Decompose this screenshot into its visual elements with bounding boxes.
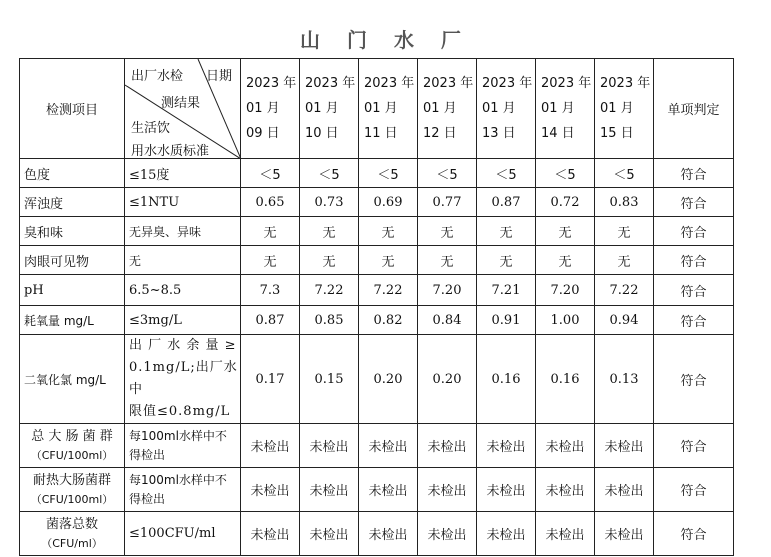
value-cell: 0.17 (241, 335, 300, 424)
judgement-cell: 符合 (654, 424, 734, 468)
judgement-cell: 符合 (654, 275, 734, 306)
standard: 无 (125, 246, 241, 275)
value-cell: 未检出 (418, 512, 477, 556)
standard-line: 得检出 (129, 491, 166, 506)
date-header (536, 59, 595, 159)
item-name (20, 468, 125, 512)
date-header (418, 59, 477, 159)
item-line: （CFU/ml） (41, 536, 103, 550)
value-cell: 无 (477, 217, 536, 246)
diag-label-bottom-2: 用水水质标准 (131, 144, 210, 159)
standard: ≤100CFU/ml (125, 512, 241, 556)
date-month: 01 月 (482, 101, 516, 116)
header-diagonal-cell (125, 59, 241, 159)
value-cell: ＜5 (359, 159, 418, 188)
standard (125, 424, 241, 468)
value-cell: 0.77 (418, 188, 477, 217)
item-line: （CFU/100ml） (30, 492, 114, 506)
item-name: 二氧化氯 mg/L (20, 335, 125, 424)
value-cell: 0.84 (418, 306, 477, 335)
item-line: 耐热大肠菌群 (32, 472, 111, 488)
value-cell: 7.21 (477, 275, 536, 306)
standard: ≤3mg/L (125, 306, 241, 335)
value-cell: 0.87 (241, 306, 300, 335)
diag-label-top-left: 出厂水检 (131, 69, 184, 84)
table-row (20, 217, 734, 246)
value-cell: 未检出 (536, 468, 595, 512)
value-cell: 无 (418, 217, 477, 246)
value-cell: 未检出 (477, 424, 536, 468)
value-cell: 0.65 (241, 188, 300, 217)
header-row (20, 59, 734, 159)
header-judgement: 单项判定 (654, 59, 734, 159)
value-cell: 未检出 (418, 424, 477, 468)
date-month: 01 月 (364, 101, 398, 116)
standard-line: 0.1mg/L;出厂水中 (129, 360, 238, 397)
date-year: 2023 年 (541, 76, 592, 91)
diag-label-date: 日期 (205, 69, 232, 84)
date-header (241, 59, 300, 159)
value-cell: 7.20 (418, 275, 477, 306)
value-cell: ＜5 (595, 159, 654, 188)
standard-line: 得检出 (129, 447, 166, 462)
date-month: 01 月 (423, 101, 457, 116)
table-row (20, 275, 734, 306)
value-cell: 未检出 (300, 424, 359, 468)
standard-line: 每100ml水样中不 (129, 428, 227, 443)
date-year: 2023 年 (305, 76, 356, 91)
value-cell: 无 (300, 217, 359, 246)
value-cell: 未检出 (536, 512, 595, 556)
value-cell: 0.20 (418, 335, 477, 424)
value-cell: 未检出 (300, 468, 359, 512)
value-cell: 无 (477, 246, 536, 275)
judgement-cell: 符合 (654, 217, 734, 246)
date-header (595, 59, 654, 159)
value-cell: 无 (418, 246, 477, 275)
standard-line: 每100ml水样中不 (129, 472, 227, 487)
standard (125, 468, 241, 512)
item-name: 肉眼可见物 (20, 246, 125, 275)
judgement-cell: 符合 (654, 188, 734, 217)
date-year: 2023 年 (423, 76, 474, 91)
standard: ≤1NTU (125, 188, 241, 217)
value-cell: 无 (300, 246, 359, 275)
value-cell: 无 (241, 217, 300, 246)
diag-label-mid: 测结果 (161, 96, 201, 111)
date-day: 10 日 (305, 126, 339, 141)
date-year: 2023 年 (482, 76, 533, 91)
value-cell: 未检出 (536, 424, 595, 468)
item-name (20, 512, 125, 556)
value-cell: 无 (595, 246, 654, 275)
item-name: 浑浊度 (20, 188, 125, 217)
judgement-cell: 符合 (654, 468, 734, 512)
value-cell: 无 (241, 246, 300, 275)
water-quality-table (19, 58, 734, 556)
judgement-cell: 符合 (654, 335, 734, 424)
standard: ≤15度 (125, 159, 241, 188)
value-cell: 1.00 (536, 306, 595, 335)
judgement-cell: 符合 (654, 512, 734, 556)
date-month: 01 月 (246, 101, 280, 116)
date-day: 12 日 (423, 126, 457, 141)
table-row (20, 188, 734, 217)
table-row (20, 246, 734, 275)
value-cell: 无 (536, 246, 595, 275)
item-name: pH (20, 275, 125, 306)
value-cell: 未检出 (359, 468, 418, 512)
value-cell: 7.22 (595, 275, 654, 306)
value-cell: 0.87 (477, 188, 536, 217)
value-cell: 未检出 (300, 512, 359, 556)
item-name (20, 424, 125, 468)
value-cell: 无 (359, 246, 418, 275)
judgement-cell: 符合 (654, 246, 734, 275)
value-cell: 0.82 (359, 306, 418, 335)
date-day: 14 日 (541, 126, 575, 141)
page-title: 山 门 水 厂 (300, 28, 471, 52)
item-name: 臭和味 (20, 217, 125, 246)
value-cell: 0.16 (477, 335, 536, 424)
table-row (20, 159, 734, 188)
judgement-cell: 符合 (654, 306, 734, 335)
value-cell: 无 (595, 217, 654, 246)
value-cell: 0.20 (359, 335, 418, 424)
value-cell: 未检出 (241, 424, 300, 468)
date-year: 2023 年 (600, 76, 651, 91)
value-cell: 7.20 (536, 275, 595, 306)
date-month: 01 月 (600, 101, 634, 116)
value-cell: 0.69 (359, 188, 418, 217)
value-cell: 0.91 (477, 306, 536, 335)
item-line: （CFU/100ml） (30, 448, 114, 462)
value-cell: 无 (536, 217, 595, 246)
value-cell: 0.94 (595, 306, 654, 335)
table-row (20, 468, 734, 512)
date-header (359, 59, 418, 159)
standard-line: 出 厂 水 余 量 ≥ (129, 338, 237, 353)
value-cell: 未检出 (359, 512, 418, 556)
standard (125, 335, 241, 424)
date-header (300, 59, 359, 159)
value-cell: 未检出 (595, 468, 654, 512)
item-name: 色度 (20, 159, 125, 188)
table-row (20, 335, 734, 424)
value-cell: 0.85 (300, 306, 359, 335)
value-cell: 7.22 (359, 275, 418, 306)
value-cell: ＜5 (300, 159, 359, 188)
table-row (20, 512, 734, 556)
value-cell: ＜5 (241, 159, 300, 188)
value-cell: 未检出 (359, 424, 418, 468)
date-header (477, 59, 536, 159)
value-cell: 未检出 (477, 468, 536, 512)
value-cell: 0.13 (595, 335, 654, 424)
table-row (20, 306, 734, 335)
value-cell: 0.16 (536, 335, 595, 424)
diag-label-bottom-1: 生活饮 (131, 121, 171, 136)
value-cell: 未检出 (595, 512, 654, 556)
table-row (20, 424, 734, 468)
value-cell: 未检出 (241, 512, 300, 556)
value-cell: 0.73 (300, 188, 359, 217)
value-cell: 0.83 (595, 188, 654, 217)
date-day: 13 日 (482, 126, 516, 141)
standard: 无异臭、异味 (125, 217, 241, 246)
value-cell: 未检出 (595, 424, 654, 468)
date-month: 01 月 (305, 101, 339, 116)
value-cell: 0.72 (536, 188, 595, 217)
date-day: 11 日 (364, 126, 398, 141)
item-name: 耗氧量 mg/L (20, 306, 125, 335)
value-cell: 7.3 (241, 275, 300, 306)
date-year: 2023 年 (364, 76, 415, 91)
standard: 6.5~8.5 (125, 275, 241, 306)
value-cell: ＜5 (477, 159, 536, 188)
value-cell: 7.22 (300, 275, 359, 306)
item-line: 菌落总数 (45, 516, 98, 532)
date-day: 09 日 (246, 126, 280, 141)
standard-line: 限值≤0.8mg/L (129, 404, 231, 419)
date-year: 2023 年 (246, 76, 297, 91)
value-cell: ＜5 (536, 159, 595, 188)
item-line: 总 大 肠 菌 群 (31, 428, 113, 444)
date-day: 15 日 (600, 126, 634, 141)
value-cell: 未检出 (418, 468, 477, 512)
value-cell: 未检出 (241, 468, 300, 512)
date-month: 01 月 (541, 101, 575, 116)
header-item: 检测项目 (20, 59, 125, 159)
value-cell: 0.15 (300, 335, 359, 424)
value-cell: 未检出 (477, 512, 536, 556)
judgement-cell: 符合 (654, 159, 734, 188)
value-cell: ＜5 (418, 159, 477, 188)
value-cell: 无 (359, 217, 418, 246)
